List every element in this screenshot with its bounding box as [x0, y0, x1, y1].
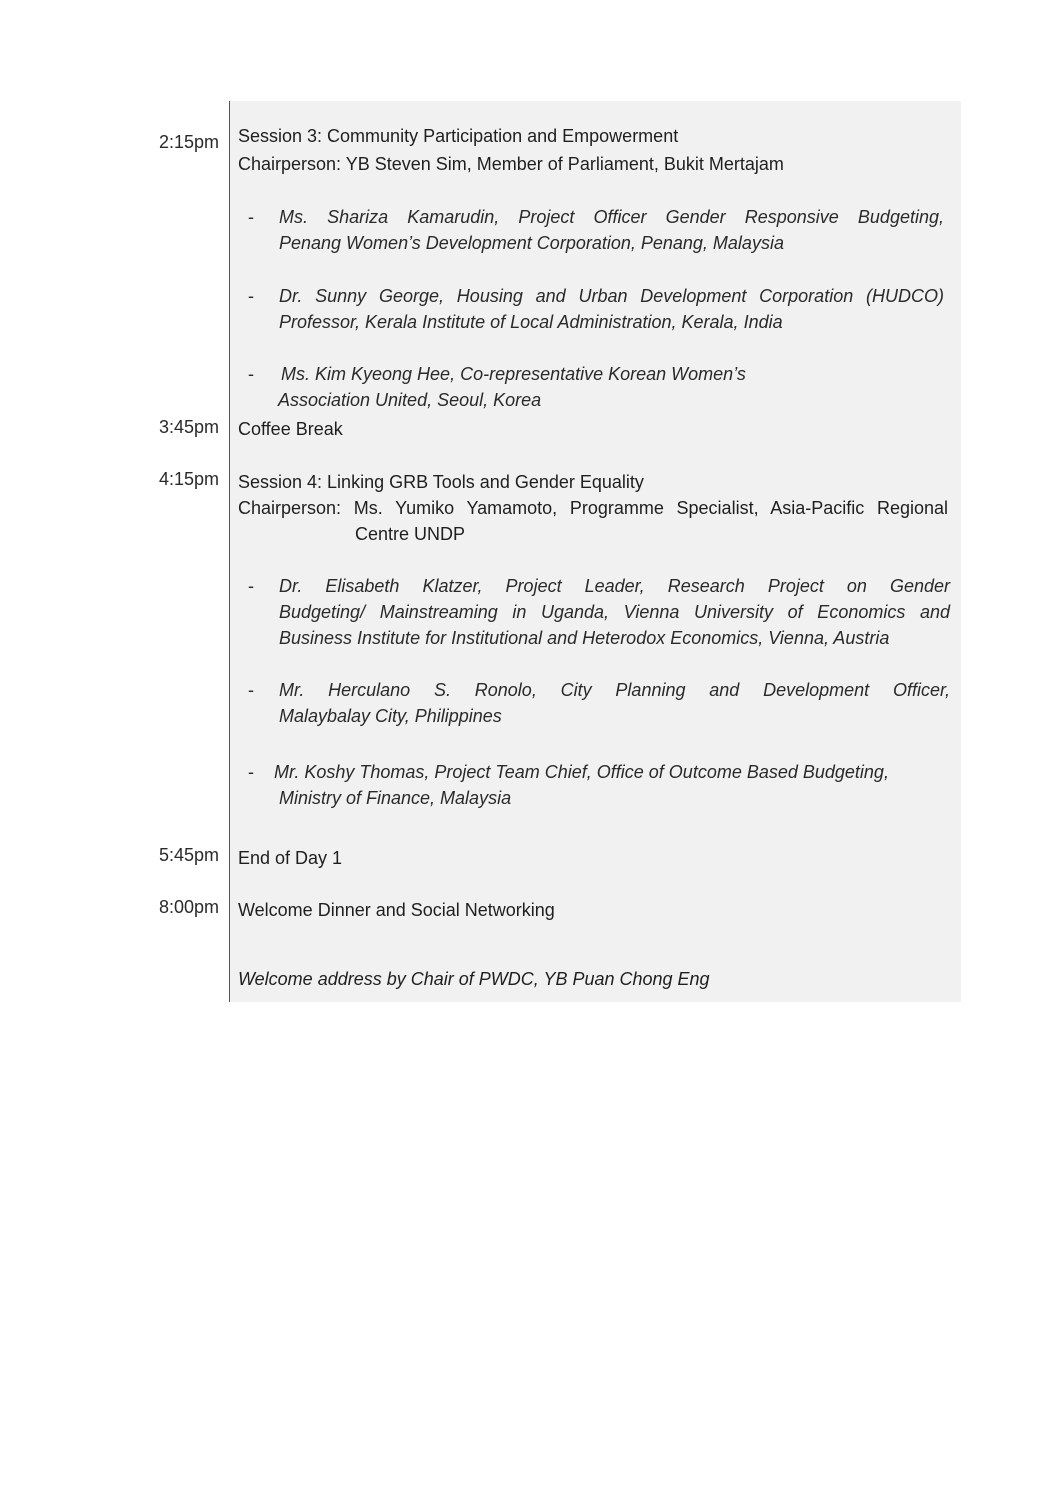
speaker-line: Dr. Elisabeth Klatzer, Project Leader, Research Project on Gender [279, 576, 950, 596]
time-5-45pm: 5:45pm [158, 845, 219, 865]
bullet-dash: - [248, 576, 254, 596]
speaker-herculano-ronolo [279, 677, 950, 729]
speaker-line: Malaybalay City, Philippines [279, 706, 502, 726]
speaker-shariza [279, 204, 944, 256]
speaker-sunny-george [279, 283, 944, 335]
welcome-address: Welcome address by Chair of PWDC, YB Puan Chong Eng [238, 969, 710, 989]
speaker-line: Penang Women’s Development Corporation, Penang, Malaysia [279, 233, 784, 253]
speaker-elisabeth-klatzer [279, 573, 950, 651]
session-4-chair-cont: Centre UNDP [355, 524, 466, 544]
welcome-dinner: Welcome Dinner and Social Networking [238, 900, 555, 920]
session-3-chair: Chairperson: YB Steven Sim, Member of Parliament, Bukit Mertajam [238, 154, 784, 174]
speaker-line: Ms. Shariza Kamarudin, Project Officer Gender Responsive Budgeting, [279, 207, 944, 227]
speaker-line: Mr. Koshy Thomas, Project Team Chief, Office of Outcome Based Budgeting, [274, 762, 889, 782]
speaker-line: Professor, Kerala Institute of Local Administration, Kerala, India [279, 312, 783, 332]
speaker-line: Association United, Seoul, Korea [278, 390, 542, 410]
speaker-line: Ms. Kim Kyeong Hee, Co-representative Korean Women’s [281, 364, 746, 384]
coffee-break: Coffee Break [238, 419, 343, 439]
time-4-15pm: 4:15pm [158, 469, 219, 489]
speaker-line: Budgeting/ Mainstreaming in Uganda, Vienna University of Economics and [279, 602, 950, 622]
session-3-title: Session 3: Community Participation and Empowerment [238, 126, 679, 146]
bullet-dash: - [248, 364, 254, 384]
speaker-koshy-thomas [274, 759, 889, 811]
bullet-dash: - [248, 207, 254, 227]
speaker-kim-kyeong-hee [278, 361, 746, 413]
bullet-dash: - [248, 286, 254, 306]
speaker-line: Ministry of Finance, Malaysia [279, 788, 512, 808]
bullet-dash: - [248, 680, 254, 700]
speaker-line: Mr. Herculano S. Ronolo, City Planning and Development Officer, [279, 680, 950, 700]
time-8-00pm: 8:00pm [158, 897, 219, 917]
time-3-45pm: 3:45pm [158, 417, 219, 437]
bullet-dash: - [248, 762, 254, 782]
end-of-day: End of Day 1 [238, 848, 343, 868]
speaker-line: Dr. Sunny George, Housing and Urban Development Corporation (HUDCO) [279, 286, 944, 306]
session-4-title: Session 4: Linking GRB Tools and Gender Equality [238, 472, 644, 492]
session-4-chair: Chairperson: Ms. Yumiko Yamamoto, Programme Specialist, Asia-Pacific Regional [238, 498, 948, 518]
time-2-15pm: 2:15pm [158, 132, 219, 152]
speaker-line: Business Institute for Institutional and Heterodox Economics, Vienna, Austria [279, 628, 890, 648]
